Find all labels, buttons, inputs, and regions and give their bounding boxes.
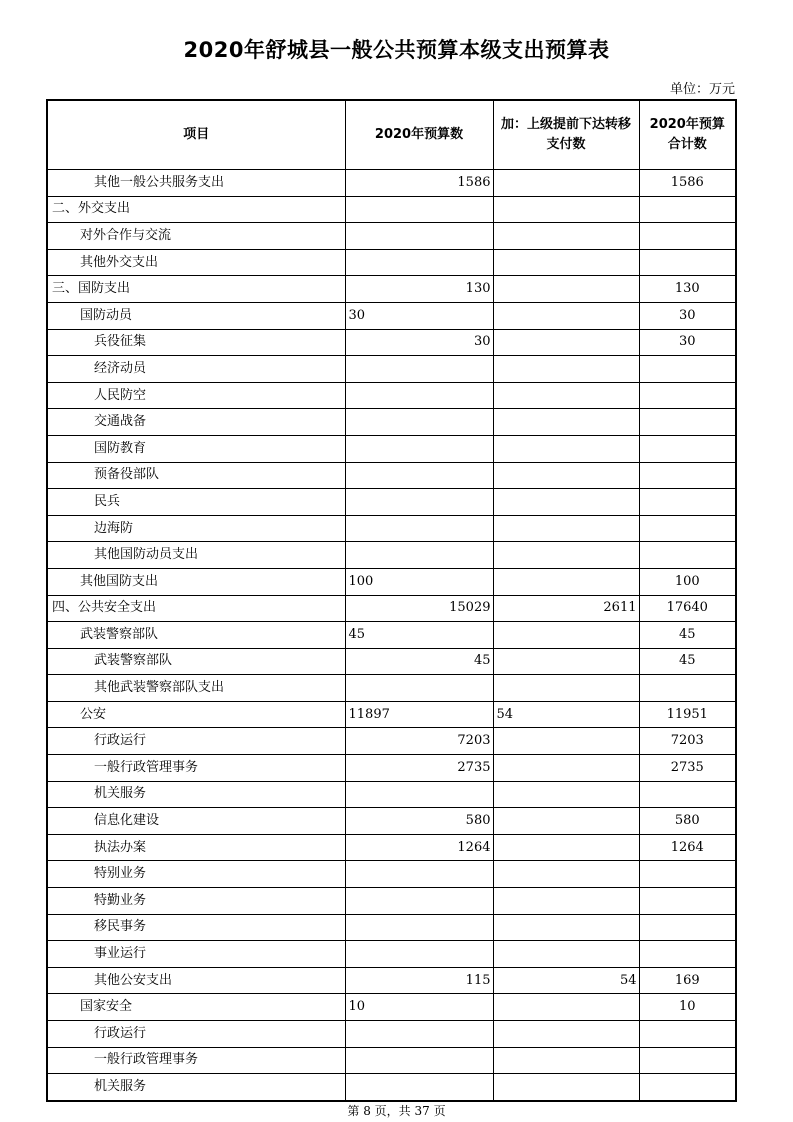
item-name-cell: 特勤业务 bbox=[47, 888, 345, 915]
total-cell bbox=[639, 356, 736, 383]
table-row bbox=[47, 1074, 736, 1101]
transfer-cell bbox=[493, 302, 639, 329]
total-cell: 11951 bbox=[639, 701, 736, 728]
budget-cell: 1586 bbox=[345, 170, 493, 197]
budget-cell: 10 bbox=[345, 994, 493, 1021]
budget-cell bbox=[345, 249, 493, 276]
table-row bbox=[47, 1047, 736, 1074]
header-budget: 2020年预算数 bbox=[345, 100, 493, 170]
budget-cell bbox=[345, 1074, 493, 1101]
budget-cell bbox=[345, 542, 493, 569]
table-row bbox=[47, 489, 736, 516]
item-name-cell: 兵役征集 bbox=[47, 329, 345, 356]
table-row bbox=[47, 382, 736, 409]
total-cell bbox=[639, 462, 736, 489]
total-cell: 7203 bbox=[639, 728, 736, 755]
table-body bbox=[47, 170, 736, 1101]
table-row bbox=[47, 622, 736, 649]
table-header-row bbox=[47, 100, 736, 170]
transfer-cell bbox=[493, 1021, 639, 1048]
item-name-cell: 国家安全 bbox=[47, 994, 345, 1021]
transfer-cell bbox=[493, 675, 639, 702]
total-cell: 30 bbox=[639, 302, 736, 329]
table-row bbox=[47, 675, 736, 702]
item-name-cell: 移民事务 bbox=[47, 914, 345, 941]
table-row bbox=[47, 302, 736, 329]
item-name-cell: 公安 bbox=[47, 701, 345, 728]
item-name-cell: 执法办案 bbox=[47, 834, 345, 861]
table-row bbox=[47, 888, 736, 915]
transfer-cell bbox=[493, 1074, 639, 1101]
table-row bbox=[47, 755, 736, 782]
transfer-cell bbox=[493, 914, 639, 941]
item-name-cell: 武装警察部队 bbox=[47, 622, 345, 649]
table-row bbox=[47, 941, 736, 968]
page-footer: 第 8 页，共 37 页 bbox=[347, 1104, 446, 1118]
total-cell: 2735 bbox=[639, 755, 736, 782]
table-row bbox=[47, 276, 736, 303]
budget-cell: 15029 bbox=[345, 595, 493, 622]
table-row bbox=[47, 595, 736, 622]
budget-cell: 1264 bbox=[345, 834, 493, 861]
table-row bbox=[47, 356, 736, 383]
total-cell bbox=[639, 542, 736, 569]
total-cell bbox=[639, 435, 736, 462]
transfer-cell bbox=[493, 1047, 639, 1074]
item-name-cell: 交通战备 bbox=[47, 409, 345, 436]
total-cell: 30 bbox=[639, 329, 736, 356]
header-item: 项目 bbox=[47, 100, 345, 170]
budget-cell bbox=[345, 489, 493, 516]
total-cell bbox=[639, 888, 736, 915]
total-cell bbox=[639, 861, 736, 888]
budget-cell bbox=[345, 941, 493, 968]
transfer-cell bbox=[493, 196, 639, 223]
item-name-cell: 国防动员 bbox=[47, 302, 345, 329]
transfer-cell bbox=[493, 834, 639, 861]
table-row bbox=[47, 196, 736, 223]
budget-cell: 30 bbox=[345, 329, 493, 356]
budget-cell: 45 bbox=[345, 622, 493, 649]
budget-cell bbox=[345, 675, 493, 702]
total-cell bbox=[639, 223, 736, 250]
budget-cell bbox=[345, 382, 493, 409]
budget-cell: 580 bbox=[345, 808, 493, 835]
budget-cell bbox=[345, 914, 493, 941]
budget-cell bbox=[345, 888, 493, 915]
table-row bbox=[47, 1021, 736, 1048]
table-row bbox=[47, 223, 736, 250]
total-cell: 100 bbox=[639, 568, 736, 595]
budget-cell bbox=[345, 196, 493, 223]
transfer-cell bbox=[493, 223, 639, 250]
table-row bbox=[47, 249, 736, 276]
table-row bbox=[47, 435, 736, 462]
budget-cell bbox=[345, 356, 493, 383]
table-row bbox=[47, 648, 736, 675]
item-name-cell: 国防教育 bbox=[47, 435, 345, 462]
transfer-cell bbox=[493, 994, 639, 1021]
transfer-cell bbox=[493, 329, 639, 356]
item-name-cell: 信息化建设 bbox=[47, 808, 345, 835]
item-name-cell: 人民防空 bbox=[47, 382, 345, 409]
item-name-cell: 其他国防支出 bbox=[47, 568, 345, 595]
total-cell bbox=[639, 249, 736, 276]
transfer-cell bbox=[493, 888, 639, 915]
transfer-cell bbox=[493, 515, 639, 542]
table-row bbox=[47, 728, 736, 755]
transfer-cell bbox=[493, 648, 639, 675]
item-name-cell: 一般行政管理事务 bbox=[47, 755, 345, 782]
budget-cell bbox=[345, 781, 493, 808]
total-cell: 45 bbox=[639, 648, 736, 675]
item-name-cell: 其他外交支出 bbox=[47, 249, 345, 276]
total-cell: 17640 bbox=[639, 595, 736, 622]
total-cell: 580 bbox=[639, 808, 736, 835]
table-row bbox=[47, 994, 736, 1021]
total-cell bbox=[639, 489, 736, 516]
item-name-cell: 机关服务 bbox=[47, 1074, 345, 1101]
item-name-cell: 预备役部队 bbox=[47, 462, 345, 489]
budget-cell: 45 bbox=[345, 648, 493, 675]
item-name-cell: 其他一般公共服务支出 bbox=[47, 170, 345, 197]
unit-label: 单位：万元 bbox=[669, 82, 735, 97]
budget-cell bbox=[345, 1021, 493, 1048]
table-row bbox=[47, 170, 736, 197]
transfer-cell bbox=[493, 249, 639, 276]
budget-cell: 11897 bbox=[345, 701, 493, 728]
budget-table bbox=[46, 99, 737, 1102]
total-cell: 1264 bbox=[639, 834, 736, 861]
table-row bbox=[47, 462, 736, 489]
item-name-cell: 其他国防动员支出 bbox=[47, 542, 345, 569]
total-cell bbox=[639, 1047, 736, 1074]
transfer-cell bbox=[493, 489, 639, 516]
transfer-cell: 54 bbox=[493, 967, 639, 994]
table-row bbox=[47, 914, 736, 941]
item-name-cell: 四、公共安全支出 bbox=[47, 595, 345, 622]
table-row bbox=[47, 409, 736, 436]
transfer-cell bbox=[493, 462, 639, 489]
table-row bbox=[47, 515, 736, 542]
total-cell bbox=[639, 914, 736, 941]
item-name-cell: 三、国防支出 bbox=[47, 276, 345, 303]
transfer-cell bbox=[493, 409, 639, 436]
item-name-cell: 其他武装警察部队支出 bbox=[47, 675, 345, 702]
item-name-cell: 事业运行 bbox=[47, 941, 345, 968]
transfer-cell bbox=[493, 808, 639, 835]
budget-cell: 130 bbox=[345, 276, 493, 303]
total-cell bbox=[639, 196, 736, 223]
table-row bbox=[47, 781, 736, 808]
table-row bbox=[47, 701, 736, 728]
budget-cell bbox=[345, 515, 493, 542]
budget-cell: 30 bbox=[345, 302, 493, 329]
total-cell bbox=[639, 1074, 736, 1101]
table-row bbox=[47, 834, 736, 861]
budget-cell: 100 bbox=[345, 568, 493, 595]
table-row bbox=[47, 542, 736, 569]
total-cell: 1586 bbox=[639, 170, 736, 197]
table-row bbox=[47, 329, 736, 356]
total-cell bbox=[639, 781, 736, 808]
transfer-cell bbox=[493, 861, 639, 888]
transfer-cell bbox=[493, 382, 639, 409]
header-total: 2020年预算合计数 bbox=[639, 100, 736, 170]
page-title: 2020年舒城县一般公共预算本级支出预算表 bbox=[183, 38, 610, 62]
table-row bbox=[47, 808, 736, 835]
item-name-cell: 边海防 bbox=[47, 515, 345, 542]
transfer-cell bbox=[493, 435, 639, 462]
transfer-cell bbox=[493, 728, 639, 755]
total-cell: 45 bbox=[639, 622, 736, 649]
budget-cell: 115 bbox=[345, 967, 493, 994]
total-cell bbox=[639, 409, 736, 436]
transfer-cell bbox=[493, 568, 639, 595]
transfer-cell bbox=[493, 542, 639, 569]
total-cell: 169 bbox=[639, 967, 736, 994]
transfer-cell: 54 bbox=[493, 701, 639, 728]
transfer-cell bbox=[493, 941, 639, 968]
total-cell bbox=[639, 1021, 736, 1048]
item-name-cell: 一般行政管理事务 bbox=[47, 1047, 345, 1074]
budget-cell bbox=[345, 1047, 493, 1074]
item-name-cell: 对外合作与交流 bbox=[47, 223, 345, 250]
table-row bbox=[47, 861, 736, 888]
transfer-cell bbox=[493, 276, 639, 303]
header-transfer: 加：上级提前下达转移支付数 bbox=[493, 100, 639, 170]
transfer-cell bbox=[493, 622, 639, 649]
item-name-cell: 其他公安支出 bbox=[47, 967, 345, 994]
transfer-cell bbox=[493, 356, 639, 383]
table-row bbox=[47, 967, 736, 994]
budget-cell bbox=[345, 409, 493, 436]
item-name-cell: 机关服务 bbox=[47, 781, 345, 808]
total-cell: 10 bbox=[639, 994, 736, 1021]
table-row bbox=[47, 568, 736, 595]
item-name-cell: 特别业务 bbox=[47, 861, 345, 888]
item-name-cell: 二、外交支出 bbox=[47, 196, 345, 223]
transfer-cell bbox=[493, 755, 639, 782]
transfer-cell bbox=[493, 781, 639, 808]
item-name-cell: 行政运行 bbox=[47, 728, 345, 755]
budget-cell: 2735 bbox=[345, 755, 493, 782]
total-cell bbox=[639, 382, 736, 409]
total-cell bbox=[639, 941, 736, 968]
budget-cell bbox=[345, 223, 493, 250]
budget-cell: 7203 bbox=[345, 728, 493, 755]
total-cell bbox=[639, 675, 736, 702]
item-name-cell: 行政运行 bbox=[47, 1021, 345, 1048]
item-name-cell: 民兵 bbox=[47, 489, 345, 516]
budget-cell bbox=[345, 861, 493, 888]
budget-cell bbox=[345, 462, 493, 489]
transfer-cell: 2611 bbox=[493, 595, 639, 622]
total-cell: 130 bbox=[639, 276, 736, 303]
transfer-cell bbox=[493, 170, 639, 197]
item-name-cell: 经济动员 bbox=[47, 356, 345, 383]
budget-cell bbox=[345, 435, 493, 462]
total-cell bbox=[639, 515, 736, 542]
item-name-cell: 武装警察部队 bbox=[47, 648, 345, 675]
